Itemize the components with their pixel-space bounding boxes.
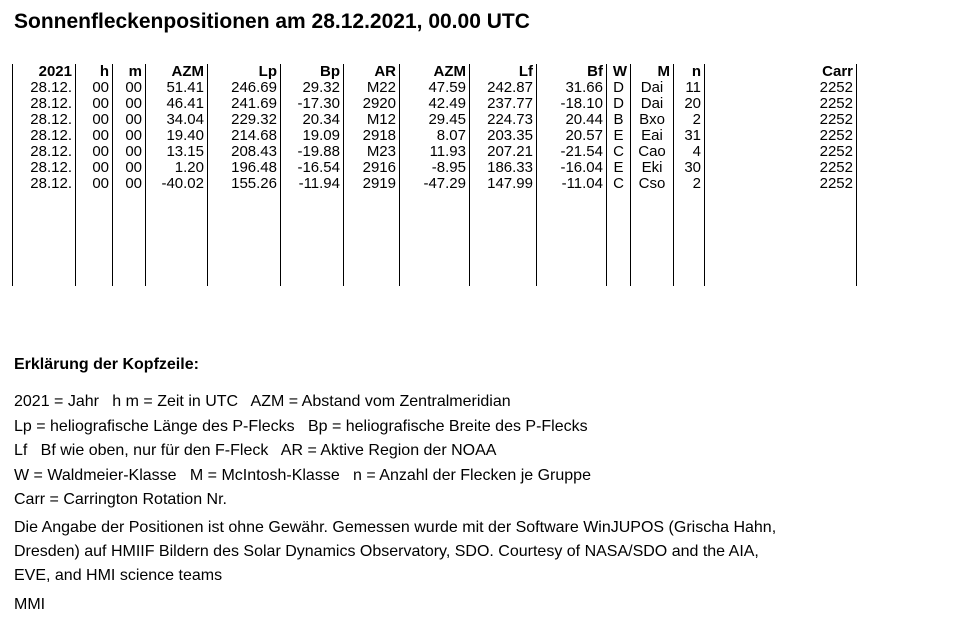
header-azm-f: AZM	[400, 64, 470, 80]
header-h: h	[76, 64, 113, 80]
cell-carr: 2252	[705, 80, 857, 96]
header-w: W	[607, 64, 631, 80]
cell-minute: 00	[113, 96, 146, 112]
cell-bp: 20.34	[281, 112, 344, 128]
cell-count: 2	[674, 112, 705, 128]
cell-azm-f: -47.29	[400, 176, 470, 192]
cell-waldmeier: C	[607, 176, 631, 192]
cell-count: 2	[674, 176, 705, 192]
cell-azm: 51.41	[146, 80, 208, 96]
cell-count: 11	[674, 80, 705, 96]
cell-lp: 229.32	[208, 112, 281, 128]
cell-carr: 2252	[705, 112, 857, 128]
table-row	[13, 112, 857, 128]
explanation-line: W = Waldmeier-Klasse M = McIntosh-Klasse n = Anzahl der Flecken je Gruppe	[14, 466, 591, 484]
cell-date: 28.12.	[13, 144, 76, 160]
cell-lp: 241.69	[208, 96, 281, 112]
cell-lf: 207.21	[470, 144, 537, 160]
table-filler-row	[13, 192, 857, 286]
cell-azm-f: -8.95	[400, 160, 470, 176]
filler-cell	[13, 192, 76, 286]
explanation-line: 2021 = Jahr h m = Zeit in UTC AZM = Abstand vom Zentralmeridian	[14, 393, 511, 410]
cell-mcintosh: Dai	[631, 80, 674, 96]
cell-date: 28.12.	[13, 160, 76, 176]
cell-lf: 242.87	[470, 80, 537, 96]
table-row	[13, 96, 857, 112]
cell-bp: 19.09	[281, 128, 344, 144]
cell-mcintosh: Bxo	[631, 112, 674, 128]
cell-bf: -16.04	[537, 160, 607, 176]
cell-bf: 31.66	[537, 80, 607, 96]
filler-cell	[631, 192, 674, 286]
sunspot-table	[12, 64, 857, 286]
cell-waldmeier: D	[607, 80, 631, 96]
table-row	[13, 176, 857, 192]
cell-lp: 196.48	[208, 160, 281, 176]
cell-date: 28.12.	[13, 128, 76, 144]
cell-waldmeier: C	[607, 144, 631, 160]
cell-azm: -40.02	[146, 176, 208, 192]
filler-cell	[705, 192, 857, 286]
table-row	[13, 128, 857, 144]
disclaimer-paragraph	[14, 516, 976, 588]
filler-cell	[537, 192, 607, 286]
cell-lp: 246.69	[208, 80, 281, 96]
cell-azm-f: 47.59	[400, 80, 470, 96]
cell-hour: 00	[76, 128, 113, 144]
cell-carr: 2252	[705, 144, 857, 160]
cell-count: 31	[674, 128, 705, 144]
table-row	[13, 80, 857, 96]
cell-carr: 2252	[705, 96, 857, 112]
filler-cell	[674, 192, 705, 286]
cell-ar: M23	[344, 144, 400, 160]
cell-ar: 2916	[344, 160, 400, 176]
cell-lf: 147.99	[470, 176, 537, 192]
disclaimer-line: Dresden) auf HMIIF Bildern des Solar Dynamics Observatory, SDO. Courtesy of NASA/SDO and the AIA,	[14, 543, 759, 560]
filler-cell	[344, 192, 400, 286]
header-lp: Lp	[208, 64, 281, 80]
cell-ar: M22	[344, 80, 400, 96]
cell-azm-f: 42.49	[400, 96, 470, 112]
table-row	[13, 144, 857, 160]
cell-mcintosh: Eai	[631, 128, 674, 144]
filler-cell	[76, 192, 113, 286]
cell-bf: 20.44	[537, 112, 607, 128]
filler-cell	[146, 192, 208, 286]
cell-azm: 13.15	[146, 144, 208, 160]
cell-bf: -21.54	[537, 144, 607, 160]
cell-hour: 00	[76, 160, 113, 176]
cell-azm-f: 8.07	[400, 128, 470, 144]
explanation-heading: Erklärung der Kopfzeile:	[14, 356, 199, 373]
filler-cell	[607, 192, 631, 286]
cell-azm-f: 11.93	[400, 144, 470, 160]
cell-bf: -18.10	[537, 96, 607, 112]
signature: MMI	[14, 596, 46, 613]
cell-date: 28.12.	[13, 112, 76, 128]
cell-minute: 00	[113, 80, 146, 96]
cell-date: 28.12.	[13, 96, 76, 112]
cell-carr: 2252	[705, 176, 857, 192]
cell-minute: 00	[113, 144, 146, 160]
filler-cell	[400, 192, 470, 286]
table-body	[13, 80, 857, 286]
cell-lf: 203.35	[470, 128, 537, 144]
cell-azm-f: 29.45	[400, 112, 470, 128]
cell-lp: 214.68	[208, 128, 281, 144]
cell-mcintosh: Eki	[631, 160, 674, 176]
cell-azm: 19.40	[146, 128, 208, 144]
header-bf: Bf	[537, 64, 607, 80]
cell-bp: -11.94	[281, 176, 344, 192]
header-n: n	[674, 64, 705, 80]
cell-date: 28.12.	[13, 80, 76, 96]
cell-bf: -11.04	[537, 176, 607, 192]
cell-hour: 00	[76, 112, 113, 128]
cell-count: 4	[674, 144, 705, 160]
cell-bp: -17.30	[281, 96, 344, 112]
cell-hour: 00	[76, 144, 113, 160]
cell-lp: 208.43	[208, 144, 281, 160]
cell-waldmeier: E	[607, 160, 631, 176]
explanation-block	[14, 390, 976, 513]
cell-waldmeier: D	[607, 96, 631, 112]
explanation-line: Lf Bf wie oben, nur für den F-Fleck AR = Aktive Region der NOAA	[14, 442, 497, 459]
header-ar: AR	[344, 64, 400, 80]
disclaimer-line: EVE, and HMI science teams	[14, 567, 223, 584]
cell-ar: M12	[344, 112, 400, 128]
cell-ar: 2918	[344, 128, 400, 144]
cell-mcintosh: Dai	[631, 96, 674, 112]
cell-hour: 00	[76, 176, 113, 192]
cell-lp: 155.26	[208, 176, 281, 192]
cell-count: 20	[674, 96, 705, 112]
cell-lf: 237.77	[470, 96, 537, 112]
cell-bp: 29.32	[281, 80, 344, 96]
cell-carr: 2252	[705, 128, 857, 144]
cell-bp: -19.88	[281, 144, 344, 160]
header-carr: Carr	[705, 64, 857, 80]
header-m: m	[113, 64, 146, 80]
table-row	[13, 160, 857, 176]
header-lf: Lf	[470, 64, 537, 80]
table-header-row	[13, 64, 857, 80]
cell-count: 30	[674, 160, 705, 176]
cell-date: 28.12.	[13, 176, 76, 192]
explanation-line: Carr = Carrington Rotation Nr.	[14, 491, 227, 508]
header-mcintosh: M	[631, 64, 674, 80]
explanation-line: Lp = heliografische Länge des P-Flecks Bp = heliografische Breite des P-Flecks	[14, 417, 588, 435]
cell-bf: 20.57	[537, 128, 607, 144]
cell-waldmeier: B	[607, 112, 631, 128]
page-title: Sonnenfleckenpositionen am 28.12.2021, 00.00 UTC	[14, 10, 530, 33]
disclaimer-line: Die Angabe der Positionen ist ohne Gewähr. Gemessen wurde mit der Software WinJUPOS (Grischa Hahn,	[14, 519, 777, 536]
cell-lf: 186.33	[470, 160, 537, 176]
cell-minute: 00	[113, 176, 146, 192]
filler-cell	[113, 192, 146, 286]
cell-waldmeier: E	[607, 128, 631, 144]
cell-bp: -16.54	[281, 160, 344, 176]
cell-mcintosh: Cso	[631, 176, 674, 192]
header-year: 2021	[13, 64, 76, 80]
cell-minute: 00	[113, 128, 146, 144]
filler-cell	[470, 192, 537, 286]
cell-minute: 00	[113, 160, 146, 176]
cell-ar: 2919	[344, 176, 400, 192]
cell-azm: 34.04	[146, 112, 208, 128]
filler-cell	[281, 192, 344, 286]
filler-cell	[208, 192, 281, 286]
cell-azm: 46.41	[146, 96, 208, 112]
cell-hour: 00	[76, 80, 113, 96]
cell-minute: 00	[113, 112, 146, 128]
cell-azm: 1.20	[146, 160, 208, 176]
cell-carr: 2252	[705, 160, 857, 176]
header-azm: AZM	[146, 64, 208, 80]
cell-ar: 2920	[344, 96, 400, 112]
cell-mcintosh: Cao	[631, 144, 674, 160]
header-bp: Bp	[281, 64, 344, 80]
cell-hour: 00	[76, 96, 113, 112]
cell-lf: 224.73	[470, 112, 537, 128]
